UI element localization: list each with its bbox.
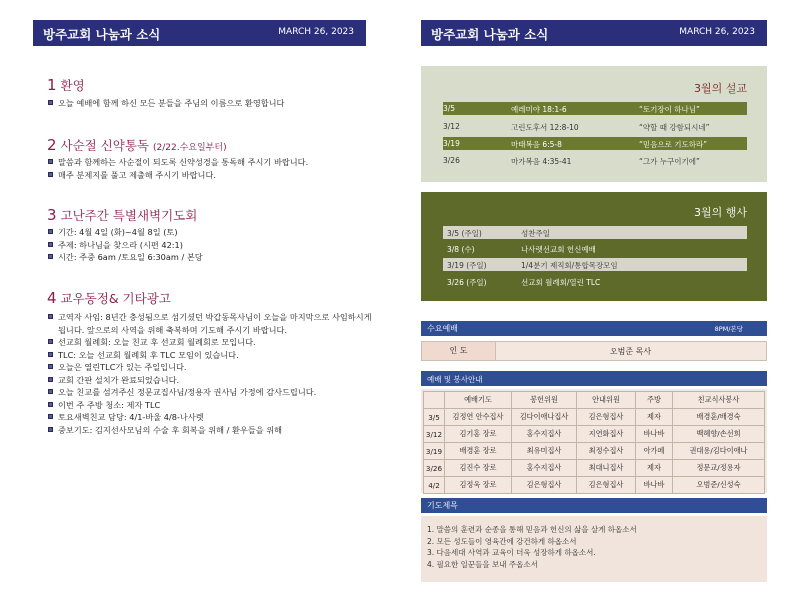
wednesday-title: 수요예배 [427,324,458,333]
sermon-row: 3/19 마태복음 6:5-8 “믿음으로 기도하라” [443,137,747,150]
list-item: 토요새벽친교 담당: 4/1-바울 4/8-나사렛 [48,411,376,424]
section-4-title: 4 교우동정& 기타광고 [47,289,171,307]
right-header-title: 방주교회 나눔과 소식 [431,27,549,42]
section-3-title: 3 고난주간 특별새벽기도회 [47,206,198,224]
list-item: 오늘 친교를 섬겨주신 정문교집사님/정용자 권사님 가정에 감사드립니다. [48,386,376,399]
event-row: 3/5 (주일) 성찬주일 [443,226,747,239]
section-2-title: 2 사순절 신약통독 (2/22.수요일부터) [47,136,227,154]
section-4-list [48,311,376,436]
list-item: 시간: 주중 6am /토요일 6:30am / 본당 [48,251,368,264]
service-table [423,391,765,494]
events-title: 3월의 행사 [694,206,747,219]
left-header-date: MARCH 26, 2023 [278,27,354,37]
section-2-list [48,156,368,181]
wednesday-leader: 오범준 목사 [609,347,652,356]
section-1-list [48,97,368,110]
event-row: 3/8 (수) 나사렛선교회 헌신예배 [447,245,596,254]
right-header [421,20,767,46]
prayer-item: 1. 말씀의 훈련과 순종을 통해 믿음과 헌신의 삶을 살게 하옵소서 [427,525,637,534]
left-header-title: 방주교회 나눔과 소식 [43,27,161,42]
wednesday-leader-row [421,341,767,361]
list-item: 주제: 하나님을 찾으라 (시편 42:1) [48,239,368,252]
sermon-row: 3/26 마가복음 4:35-41 “그가 누구이기에” [443,156,700,166]
wednesday-bar [421,321,767,336]
list-item: 오늘은 열린TLC가 있는 주일입니다. [48,361,376,374]
list-item: 말씀과 함께하는 사순절이 되도록 신약성경을 통독해 주시기 바랍니다. [48,156,368,169]
table-row: 3/19 배경훈 장로 최유미집사 최정수집사 아가페 권대용/김다이애나 [424,443,765,460]
list-item: TLC: 오늘 선교회 월례회 후 TLC 모임이 있습니다. [48,349,376,362]
event-row: 3/19 (주일) 1/4분기 제직회/통합목장모임 [443,258,747,271]
list-item: 기간: 4월 4일 (화)~4월 8일 (토) [48,226,368,239]
list-item: 오늘 예배에 함께 하신 모든 분들을 주님의 이름으로 환영합니다 [48,97,368,110]
sermon-row: 3/5 예레미야 18:1-6 “토기장이 하나님” [443,102,747,115]
section-1-title: 1 환영 [47,76,85,94]
table-row: 3/12 김기홍 장로 홍수지집사 지연화집사 바나바 백혜향/손선희 [424,426,765,443]
list-item: 이번 주 주방 청소: 제자 TLC [48,399,376,412]
table-row: 4/2 김정욱 장로 김은형집사 김은형집사 바나바 오범준/신성숙 [424,477,765,494]
sermon-row: 3/12 고린도후서 12:8-10 “약할 때 강함되시네” [443,122,710,132]
sermon-box [421,66,767,182]
right-header-date: MARCH 26, 2023 [679,27,755,37]
table-row: 3/26 김진수 장로 홍수지집사 최대니집사 제자 정문교/정용자 [424,460,765,477]
left-header [33,20,366,46]
service-title: 예배 및 봉사안내 [427,375,483,384]
table-row: 3/5 김정연 안수집사 김다이애나집사 김은형집사 제자 배경훈/배경숙 [424,409,765,426]
prayer-bar [421,498,767,513]
service-bar [421,371,767,386]
prayer-title: 기도제목 [427,501,458,510]
event-row: 3/26 (주일) 선교회 월례회/열린 TLC [447,278,601,287]
events-box [421,192,767,301]
list-item: 중보기도: 김지선사모님의 수술 후 회복을 위해 / 환우들을 위해 [48,424,376,437]
table-header-row: 예배기도 봉헌위원 안내위원 주방 친교식사봉사 [424,392,765,409]
list-item: 고역자 사임: 8년간 충성됨으로 섬기셨던 박갑동목사님이 오늘을 마지막으로 사임하시게 됩니다. 앞으로의 사역을 위해 축복하며 기도해 주시기 바랍니다. [48,311,376,336]
list-item: 매주 분제지를 풀고 제출해 주시기 바랍니다. [48,169,368,182]
service-table-wrap [421,389,767,493]
prayer-item: 2. 모든 성도들이 영육간에 강건하게 하옵소서 [427,536,577,546]
list-item: 교회 간판 설치가 완료되었습니다. [48,374,376,387]
prayer-item: 3. 다음세대 사역과 교육이 더욱 성장하게 하옵소서. [427,548,596,557]
sermon-title: 3월의 설교 [694,82,747,95]
prayer-box [421,516,767,582]
wednesday-time: 8PM/본당 [714,325,743,333]
section-3-list [48,226,368,264]
list-item: 선교회 월례회: 오늘 친교 후 선교회 월례회로 모입니다. [48,336,376,349]
prayer-item: 4. 필요한 일꾼들을 보내 주옵소서 [427,559,538,569]
wednesday-label: 인 도 [422,342,496,360]
